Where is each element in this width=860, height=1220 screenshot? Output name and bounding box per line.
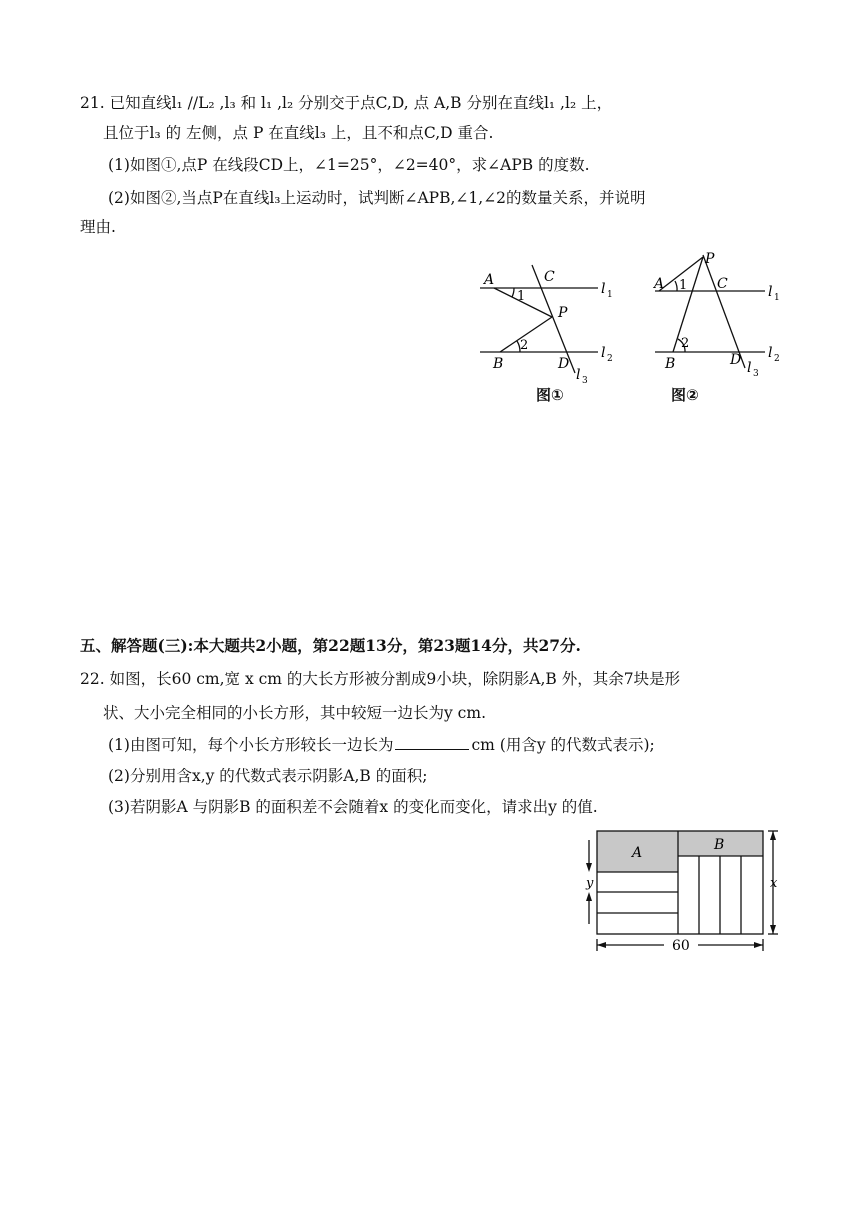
fig1-label-p: P [558, 305, 568, 321]
figure-1-caption: 图① [536, 386, 564, 404]
x-arrow-down [770, 925, 776, 934]
q21-part2-b: 理由. [80, 218, 116, 236]
fig2-label-b: B [665, 356, 676, 372]
figure-2-caption: 图② [671, 386, 699, 404]
fig1-label-c: C [544, 269, 555, 285]
x-label: x [770, 876, 778, 891]
fig1-angle-1-label: 1 [517, 289, 526, 304]
figure-1-diagram [470, 255, 620, 385]
q22-part1 [108, 734, 655, 756]
q22-part3: (3)若阴影A 与阴影B 的面积差不会随着x 的变化而变化，请求出y 的值. [108, 798, 598, 816]
fig1-label-d: D [558, 356, 570, 372]
section-5-heading: 五、解答题(三):本大题共2小题，第22题13分，第23题14分，共27分. [80, 636, 581, 655]
region-b-label: B [714, 837, 725, 853]
fig2-label-l2-sub: 2 [774, 354, 780, 364]
fig2-label-l3-sub: 3 [753, 369, 759, 379]
y-label: y [586, 876, 594, 891]
fig1-label-l3: l [576, 367, 581, 383]
q21-part2-a: (2)如图②,当点P在直线l₃上运动时，试判断∠APB,∠1,∠2的数量关系，并说明 [108, 189, 646, 207]
width-label: 60 [672, 938, 690, 954]
fig1-label-l2: l [601, 345, 606, 361]
fig2-label-c: C [717, 276, 728, 292]
q22-part1-prefix: (1)由图可知，每个小长方形较长一边长为 [108, 736, 394, 754]
fig1-angle-1-arc [512, 288, 514, 297]
fig2-label-l1-sub: 1 [774, 293, 780, 303]
fig2-angle-1-arc [675, 281, 677, 291]
q22-line1: 22. 如图，长60 cm,宽 x cm 的大长方形被分割成9小块，除阴影A,B 外，其余7块是形 [80, 670, 681, 688]
y-arrow-down [586, 863, 592, 872]
fig1-label-a: A [484, 272, 495, 288]
fig2-label-l2: l [768, 345, 773, 361]
width-arrow-left [597, 942, 606, 948]
width-arrow-right [754, 942, 763, 948]
fig2-label-l3: l [747, 360, 752, 376]
fig1-label-l1: l [601, 281, 606, 297]
fig1-label-l1-sub: 1 [607, 290, 613, 300]
q21-line2: 且位于l₃ 的 左侧，点 P 在直线l₃ 上，且不和点C,D 重合. [103, 124, 494, 142]
x-arrow-up [770, 831, 776, 840]
fig2-angle-2-label: 2 [681, 336, 690, 351]
q21-line1: 21. 已知直线l₁ //L₂ ,l₃ 和 l₁ ,l₂ 分别交于点C,D, 点 A,B 分别在直线l₁ ,l₂ 上， [80, 94, 613, 112]
fig2-label-a: A [654, 276, 665, 292]
answer-blank[interactable] [395, 734, 469, 750]
y-arrow-up [586, 892, 592, 901]
q22-part2: (2)分别用含x,y 的代数式表示阴影A,B 的面积; [108, 767, 428, 785]
q22-part1-suffix: cm (用含y 的代数式表示); [471, 736, 655, 754]
fig2-label-p: P [705, 251, 715, 267]
q22-line2: 状、大小完全相同的小长方形，其中较短一边长为y cm. [103, 704, 486, 722]
fig1-angle-2-label: 2 [520, 338, 529, 353]
fig2-angle-1-label: 1 [679, 278, 688, 293]
fig1-label-l2-sub: 2 [607, 354, 613, 364]
region-a-label: A [632, 845, 643, 861]
q21-part1: (1)如图①,点P 在线段CD上，∠1=25°，∠2=40°，求∠APB 的度数. [108, 156, 590, 174]
figure-2-diagram [645, 250, 795, 380]
fig1-label-b: B [493, 356, 504, 372]
fig1-label-l3-sub: 3 [582, 376, 588, 385]
fig2-label-d: D [730, 352, 742, 368]
fig2-label-l1: l [768, 284, 773, 300]
q22-rectangle-diagram [580, 826, 785, 954]
